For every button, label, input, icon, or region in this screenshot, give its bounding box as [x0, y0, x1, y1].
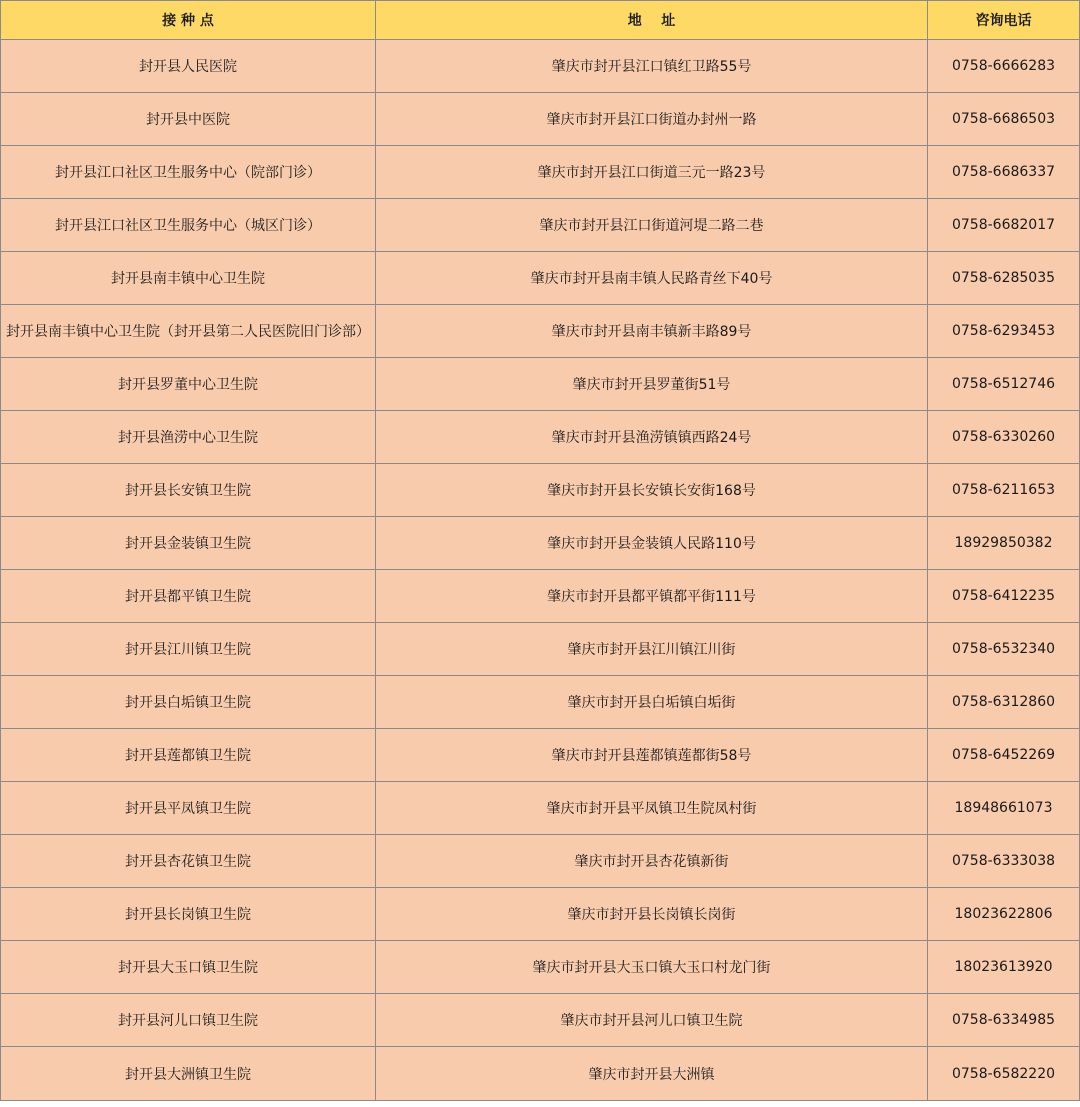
cell-address: 肇庆市封开县白垢镇白垢街 — [376, 676, 928, 729]
column-header-site: 接 种 点 — [1, 1, 376, 40]
table-row — [1, 570, 1080, 623]
table-row — [1, 941, 1080, 994]
cell-site: 封开县长岗镇卫生院 — [1, 888, 376, 941]
table-row — [1, 517, 1080, 570]
cell-site: 封开县南丰镇中心卫生院 — [1, 252, 376, 305]
cell-phone: 0758-6686503 — [928, 93, 1080, 146]
cell-address: 肇庆市封开县江口街道河堤二路二巷 — [376, 199, 928, 252]
cell-site: 封开县长安镇卫生院 — [1, 464, 376, 517]
cell-site: 封开县都平镇卫生院 — [1, 570, 376, 623]
cell-site: 封开县人民医院 — [1, 40, 376, 93]
table-row — [1, 623, 1080, 676]
table-row — [1, 411, 1080, 464]
cell-address: 肇庆市封开县罗董街51号 — [376, 358, 928, 411]
column-header-address: 地 址 — [376, 1, 928, 40]
cell-site: 封开县渔涝中心卫生院 — [1, 411, 376, 464]
cell-site: 封开县中医院 — [1, 93, 376, 146]
cell-phone: 0758-6330260 — [928, 411, 1080, 464]
cell-phone: 0758-6512746 — [928, 358, 1080, 411]
cell-site: 封开县大洲镇卫生院 — [1, 1047, 376, 1101]
table-row — [1, 464, 1080, 517]
header-row — [1, 1, 1080, 40]
cell-phone: 0758-6333038 — [928, 835, 1080, 888]
cell-site: 封开县平凤镇卫生院 — [1, 782, 376, 835]
cell-phone: 0758-6293453 — [928, 305, 1080, 358]
cell-address: 肇庆市封开县都平镇都平街111号 — [376, 570, 928, 623]
cell-phone: 18929850382 — [928, 517, 1080, 570]
cell-phone: 18948661073 — [928, 782, 1080, 835]
table-row — [1, 782, 1080, 835]
cell-phone: 0758-6686337 — [928, 146, 1080, 199]
table-body — [1, 40, 1080, 1101]
cell-site: 封开县罗董中心卫生院 — [1, 358, 376, 411]
table-row — [1, 1047, 1080, 1101]
cell-phone: 0758-6532340 — [928, 623, 1080, 676]
cell-phone: 0758-6666283 — [928, 40, 1080, 93]
cell-address: 肇庆市封开县长安镇长安街168号 — [376, 464, 928, 517]
cell-site: 封开县河儿口镇卫生院 — [1, 994, 376, 1047]
cell-phone: 0758-6285035 — [928, 252, 1080, 305]
cell-address: 肇庆市封开县江口街道办封州一路 — [376, 93, 928, 146]
table-row — [1, 40, 1080, 93]
table-row — [1, 888, 1080, 941]
cell-site: 封开县白垢镇卫生院 — [1, 676, 376, 729]
cell-phone: 0758-6211653 — [928, 464, 1080, 517]
cell-address: 肇庆市封开县江口镇红卫路55号 — [376, 40, 928, 93]
table-row — [1, 358, 1080, 411]
cell-site: 封开县江川镇卫生院 — [1, 623, 376, 676]
cell-address: 肇庆市封开县渔涝镇镇西路24号 — [376, 411, 928, 464]
table-row — [1, 729, 1080, 782]
cell-address: 肇庆市封开县江川镇江川街 — [376, 623, 928, 676]
table-row — [1, 994, 1080, 1047]
cell-phone: 0758-6412235 — [928, 570, 1080, 623]
cell-address: 肇庆市封开县河儿口镇卫生院 — [376, 994, 928, 1047]
cell-site: 封开县江口社区卫生服务中心（城区门诊） — [1, 199, 376, 252]
cell-site: 封开县南丰镇中心卫生院（封开县第二人民医院旧门诊部） — [1, 305, 376, 358]
cell-phone: 18023613920 — [928, 941, 1080, 994]
cell-site: 封开县金装镇卫生院 — [1, 517, 376, 570]
cell-address: 肇庆市封开县南丰镇人民路青丝下40号 — [376, 252, 928, 305]
cell-phone: 0758-6312860 — [928, 676, 1080, 729]
table-row — [1, 93, 1080, 146]
cell-phone: 0758-6582220 — [928, 1047, 1080, 1101]
table-row — [1, 676, 1080, 729]
cell-address: 肇庆市封开县南丰镇新丰路89号 — [376, 305, 928, 358]
table-row — [1, 835, 1080, 888]
cell-address: 肇庆市封开县长岗镇长岗街 — [376, 888, 928, 941]
cell-address: 肇庆市封开县金装镇人民路110号 — [376, 517, 928, 570]
cell-phone: 0758-6452269 — [928, 729, 1080, 782]
column-header-phone: 咨询电话 — [928, 1, 1080, 40]
cell-address: 肇庆市封开县江口街道三元一路23号 — [376, 146, 928, 199]
cell-address: 肇庆市封开县大洲镇 — [376, 1047, 928, 1101]
cell-site: 封开县江口社区卫生服务中心（院部门诊） — [1, 146, 376, 199]
cell-address: 肇庆市封开县莲都镇莲都街58号 — [376, 729, 928, 782]
table-row — [1, 305, 1080, 358]
cell-site: 封开县杏花镇卫生院 — [1, 835, 376, 888]
table-row — [1, 252, 1080, 305]
cell-site: 封开县莲都镇卫生院 — [1, 729, 376, 782]
table-row — [1, 146, 1080, 199]
cell-address: 肇庆市封开县大玉口镇大玉口村龙门街 — [376, 941, 928, 994]
cell-address: 肇庆市封开县平凤镇卫生院凤村街 — [376, 782, 928, 835]
cell-phone: 18023622806 — [928, 888, 1080, 941]
cell-phone: 0758-6334985 — [928, 994, 1080, 1047]
table-row — [1, 199, 1080, 252]
cell-site: 封开县大玉口镇卫生院 — [1, 941, 376, 994]
cell-phone: 0758-6682017 — [928, 199, 1080, 252]
cell-address: 肇庆市封开县杏花镇新街 — [376, 835, 928, 888]
table-header — [1, 1, 1080, 40]
